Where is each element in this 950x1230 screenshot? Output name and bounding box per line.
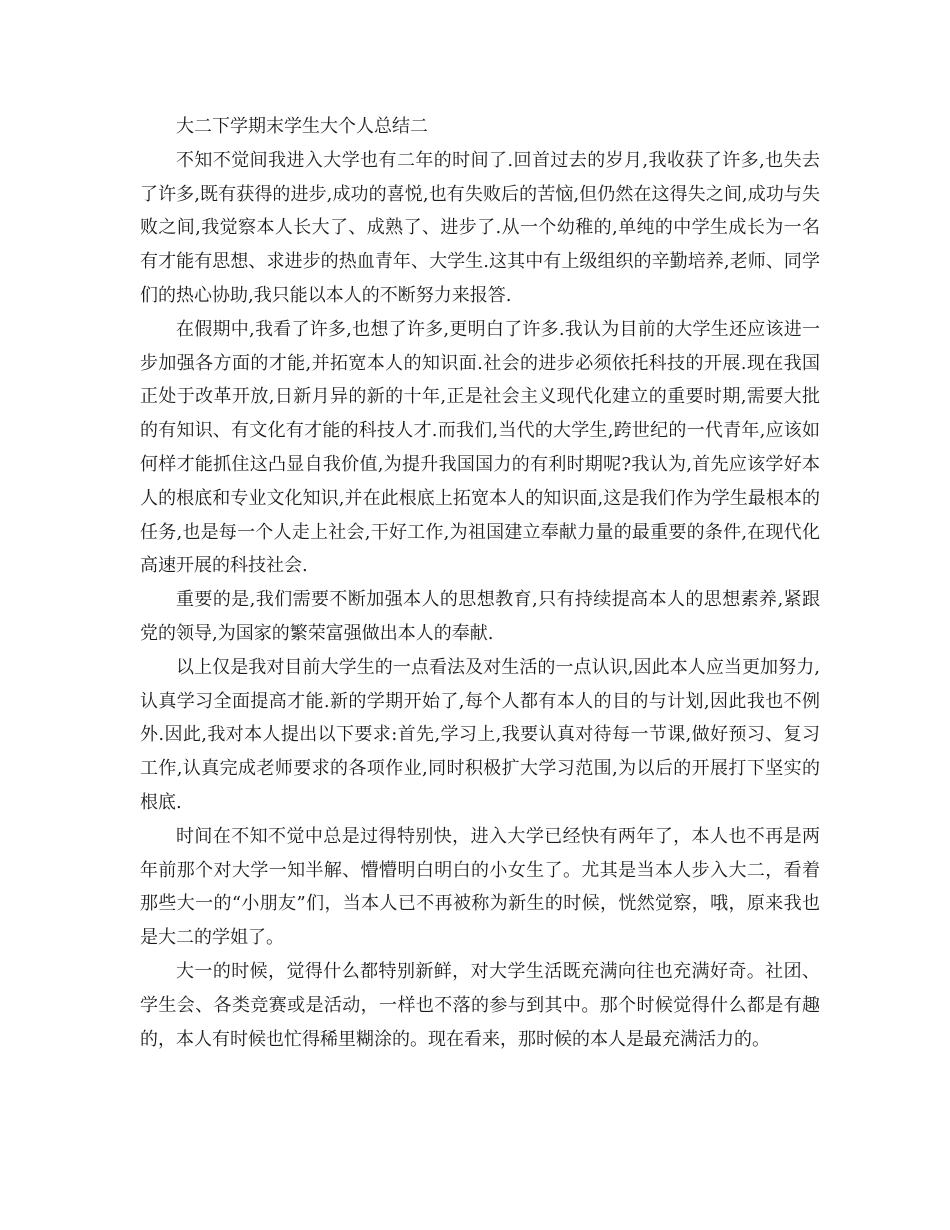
paragraph: 大一的时候，觉得什么都特别新鲜，对大学生活既充满向往也充满好奇。社团、学生会、各类竞赛或是活动，一样也不落的参与到其中。那个时候觉得什么都是有趣的，本人有时候也忙得稀里糊涂的。现在看来，那时候的本人是最充满活力的。 <box>140 960 820 1050</box>
document-body <box>140 110 820 1056</box>
paragraph: 在假期中,我看了许多,也想了许多,更明白了许多.我认为目前的大学生还应该进一步加强各方面的才能,并拓宽本人的知识面.社会的进步必须依托科技的开展.现在我国正处于改革开放,日新月异的新的十年,正是社会主义现代化建立的重要时期,需要大批的有知识、有文化有才能的科技人才.而我们,当代的大学生,跨世纪的一代青年,应该如何样才能抓住这凸显自我价值,为提升我国国力的有利时期呢?我认为,首先应该学好本人的根底和专业文化知识,并在此根底上拓宽本人的知识面,这是我们作为学生最根本的任务,也是每一个人走上社会,干好工作,为祖国建立奉献力量的最重要的条件,在现代化高速开展的科技社会. <box>140 318 820 577</box>
paragraph: 不知不觉间我进入大学也有二年的时间了.回首过去的岁月,我收获了许多,也失去了许多,既有获得的进步,成功的喜悦,也有失败后的苦恼,但仍然在这得失之间,成功与失败之间,我觉察本人长大了、成熟了、进步了.从一个幼稚的,单纯的中学生成长为一名有才能有思想、求进步的热血青年、大学生.这其中有上级组织的辛勤培养,老师、同学们的热心协助,我只能以本人的不断努力来报答. <box>140 149 820 306</box>
paragraph: 以上仅是我对目前大学生的一点看法及对生活的一点认识,因此本人应当更加努力,认真学习全面提高才能.新的学期开始了,每个人都有本人的目的与计划,因此我也不例外.因此,我对本人提出以下要求:首先,学习上,我要认真对待每一节课,做好预习、复习工作,认真完成老师要求的各项作业,同时积极扩大学习范围,为以后的开展打下坚实的根底. <box>140 656 820 813</box>
document-title: 大二下学期末学生大个人总结二 <box>176 116 428 137</box>
paragraph: 时间在不知不觉中总是过得特别快，进入大学已经快有两年了，本人也不再是两年前那个对大学一知半解、懵懵明白明白的小女生了。尤其是当本人步入大二，看着那些大一的“小朋友”们，当本人已不再被称为新生的时候，恍然觉察，哦，原来我也是大二的学姐了。 <box>140 825 820 949</box>
paragraph: 重要的是,我们需要不断加强本人的思想教育,只有持续提高本人的思想素养,紧跟党的领导,为国家的繁荣富强做出本人的奉献. <box>140 589 820 644</box>
